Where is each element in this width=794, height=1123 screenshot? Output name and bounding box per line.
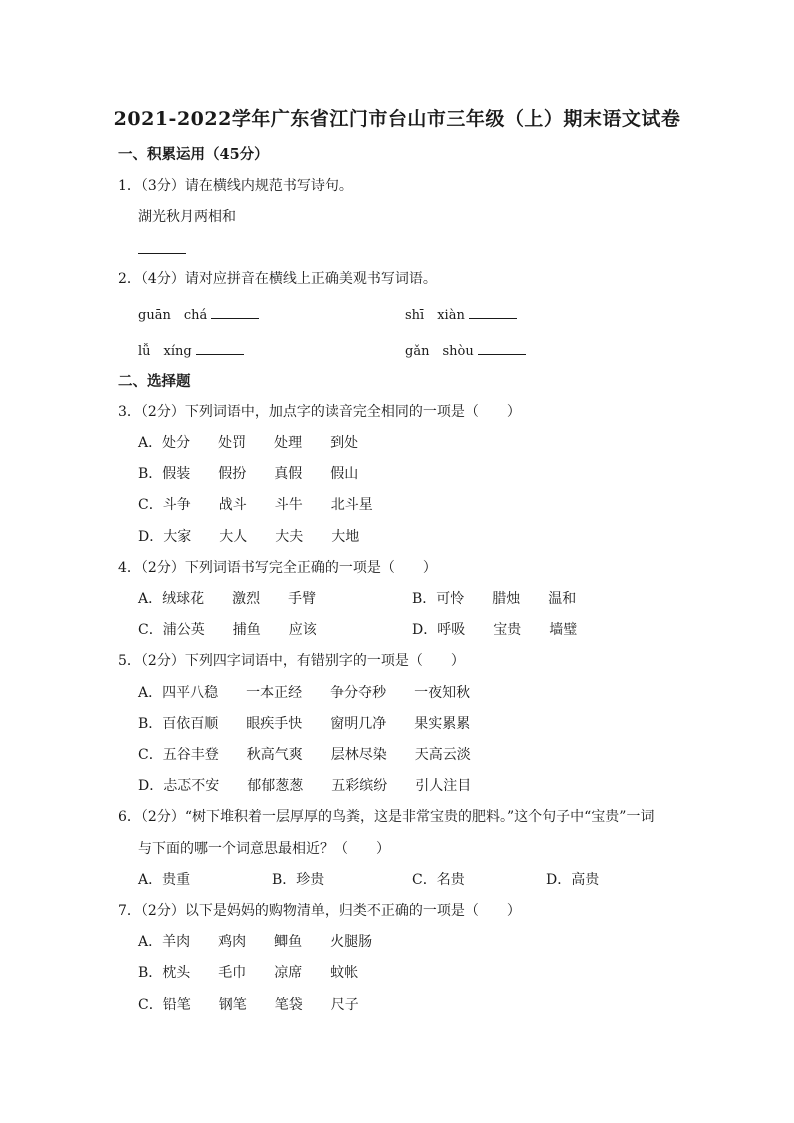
question-6-stem-line-1: 6．（2分）“树下堆积着一层厚厚的鸟粪，这是非常宝贵的肥料。”这个句子中“宝贵”一词 bbox=[118, 809, 655, 825]
question-7-option-b[interactable]: B．枕头 毛巾 凉席 蚊帐 bbox=[138, 965, 359, 981]
pinyin-text: lǚ xíng bbox=[138, 344, 192, 359]
question-3-option-d[interactable]: D．大家 大人 大夫 大地 bbox=[138, 529, 360, 545]
question-6-option-a[interactable]: A．贵重 bbox=[138, 872, 191, 888]
pinyin-text: gǎn shòu bbox=[405, 344, 474, 359]
question-5-option-a[interactable]: A．四平八稳 一本正经 争分夺秒 一夜知秋 bbox=[138, 685, 471, 701]
question-4-option-c[interactable]: C．浦公英 捕鱼 应该 bbox=[138, 622, 317, 638]
question-5-option-b[interactable]: B．百依百顺 眼疾手快 窗明几净 果实累累 bbox=[138, 716, 471, 732]
question-2-stem: 2．（4分）请对应拼音在横线上正确美观书写词语。 bbox=[118, 271, 437, 287]
question-7-stem: 7．（2分）以下是妈妈的购物清单，归类不正确的一项是（ ） bbox=[118, 903, 521, 919]
answer-blank[interactable] bbox=[478, 340, 526, 355]
question-6-option-c[interactable]: C．名贵 bbox=[412, 872, 465, 888]
question-6-stem-line-2: 与下面的哪一个词意思最相近？（ ） bbox=[138, 841, 390, 857]
pinyin-item-1 bbox=[138, 304, 259, 325]
section-heading-accumulation: 一、积累运用（45分） bbox=[118, 146, 269, 163]
question-3-option-c[interactable]: C．斗争 战斗 斗牛 北斗星 bbox=[138, 497, 373, 513]
pinyin-item-4 bbox=[405, 340, 526, 361]
question-3-option-a[interactable]: A．处分 处罚 处理 到处 bbox=[138, 435, 359, 451]
question-5-option-d[interactable]: D．忐忑不安 郁郁葱葱 五彩缤纷 引人注目 bbox=[138, 778, 472, 794]
pinyin-text: shī xiàn bbox=[405, 308, 465, 323]
question-1-stem: 1．（3分）请在横线内规范书写诗句。 bbox=[118, 178, 353, 194]
answer-blank[interactable] bbox=[211, 304, 259, 319]
question-1-answer-blank[interactable] bbox=[138, 239, 186, 259]
question-4-option-a[interactable]: A．绒球花 激烈 手臂 bbox=[138, 591, 317, 607]
pinyin-text: guān chá bbox=[138, 308, 208, 323]
question-4-option-b[interactable]: B．可怜 腊烛 温和 bbox=[412, 591, 577, 607]
question-4-option-d[interactable]: D．呼吸 宝贵 墙璧 bbox=[412, 622, 578, 638]
pinyin-item-2 bbox=[405, 304, 517, 325]
section-heading-choice: 二、选择题 bbox=[118, 373, 191, 390]
question-5-stem: 5．（2分）下列四字词语中，有错别字的一项是（ ） bbox=[118, 653, 465, 669]
answer-blank[interactable] bbox=[196, 340, 244, 355]
question-7-option-a[interactable]: A．羊肉 鸡肉 鲫鱼 火腿肠 bbox=[138, 934, 373, 950]
question-6-option-d[interactable]: D．高贵 bbox=[546, 872, 600, 888]
answer-blank[interactable] bbox=[469, 304, 517, 319]
question-5-option-c[interactable]: C．五谷丰登 秋高气爽 层林尽染 天高云淡 bbox=[138, 747, 471, 763]
question-3-option-b[interactable]: B．假装 假扮 真假 假山 bbox=[138, 466, 359, 482]
pinyin-item-3 bbox=[138, 340, 244, 361]
question-3-stem: 3．（2分）下列词语中，加点字的读音完全相同的一项是（ ） bbox=[118, 404, 521, 420]
question-4-stem: 4．（2分）下列词语书写完全正确的一项是（ ） bbox=[118, 560, 437, 576]
question-6-option-b[interactable]: B．珍贵 bbox=[272, 872, 325, 888]
question-7-option-c[interactable]: C．铅笔 钢笔 笔袋 尺子 bbox=[138, 997, 359, 1013]
question-1-poem: 湖光秋月两相和 bbox=[138, 209, 236, 225]
exam-title: 2021-2022学年广东省江门市台山市三年级（上）期末语文试卷 bbox=[113, 108, 681, 130]
